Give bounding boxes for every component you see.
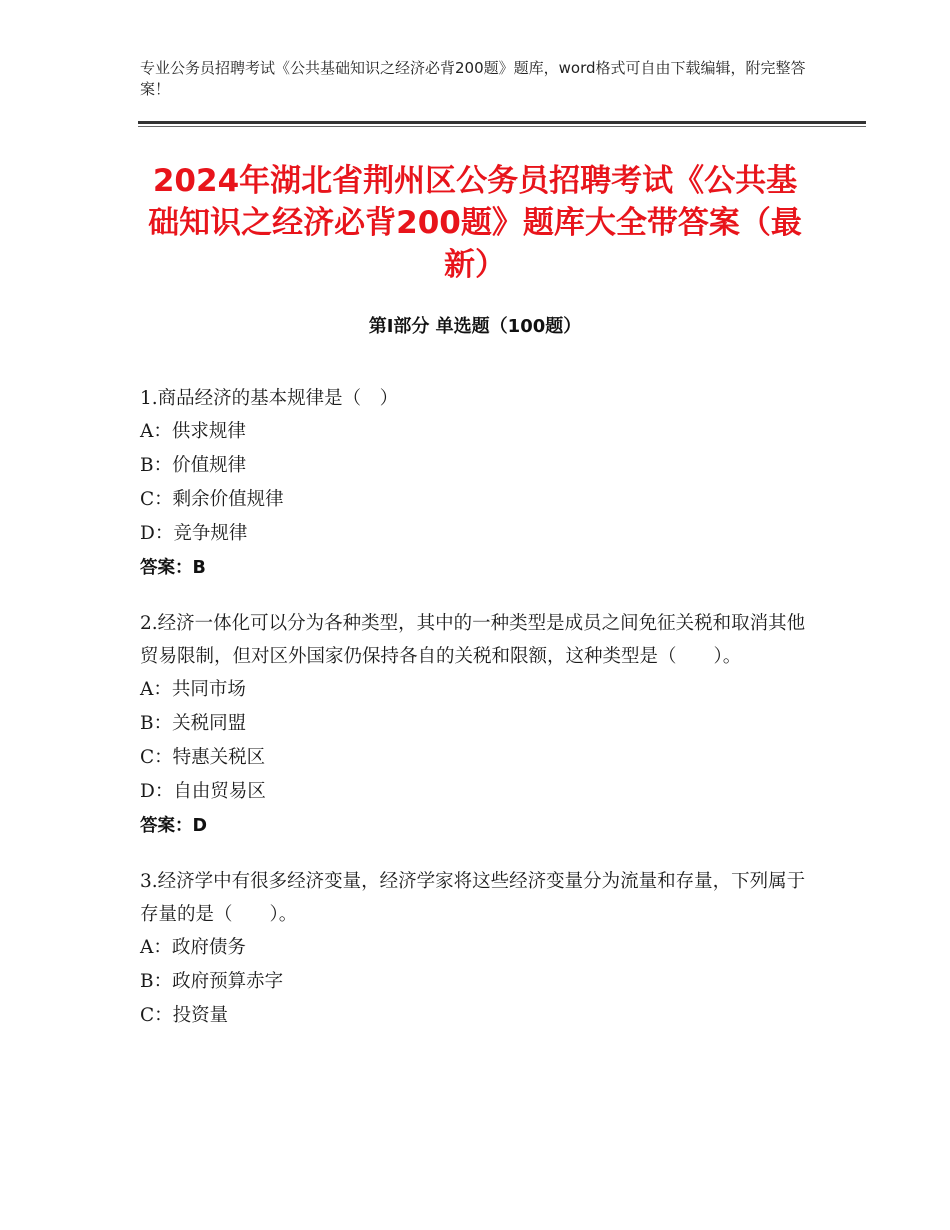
option-a: A：政府债务: [140, 937, 246, 958]
answer: 答案：B: [140, 558, 206, 578]
option-d: D：自由贸易区: [140, 781, 266, 802]
question-1: [140, 382, 810, 585]
question-stem: 2.经济一体化可以分为各种类型，其中的一种类型是成员之间免征关税和取消其他贸易限制，但对区外国家仍保持各自的关税和限额，这种类型是（ ）。: [140, 613, 806, 667]
question-stem: 1.商品经济的基本规律是（ ）: [140, 388, 399, 409]
option-b: B：关税同盟: [140, 713, 247, 734]
answer: 答案：D: [140, 816, 208, 836]
question-list: [140, 382, 810, 1055]
document-title: 2024年湖北省荆州区公务员招聘考试《公共基础知识之经济必背200题》题库大全带答案（最新）: [148, 163, 802, 283]
option-d: D：竞争规律: [140, 523, 248, 544]
option-c: C：投资量: [140, 1005, 229, 1026]
option-b: B：价值规律: [140, 455, 247, 476]
option-a: A：共同市场: [140, 679, 246, 700]
header-rule-thick: [138, 121, 866, 124]
option-c: C：特惠关税区: [140, 747, 266, 768]
option-a: A：供求规律: [140, 421, 246, 442]
header-rule-thin: [138, 126, 866, 127]
option-c: C：剩余价值规律: [140, 489, 284, 510]
question-3: [140, 865, 810, 1033]
question-2: [140, 607, 810, 843]
option-b: B：政府预算赤字: [140, 971, 284, 992]
question-stem: 3.经济学中有很多经济变量，经济学家将这些经济变量分为流量和存量，下列属于存量的是（ ）。: [140, 871, 806, 925]
section-heading: 第Ⅰ部分 单选题（100题）: [368, 316, 582, 337]
header-note: 专业公务员招聘考试《公共基础知识之经济必背200题》题库，word格式可自由下载编辑，附完整答案！: [140, 59, 806, 98]
